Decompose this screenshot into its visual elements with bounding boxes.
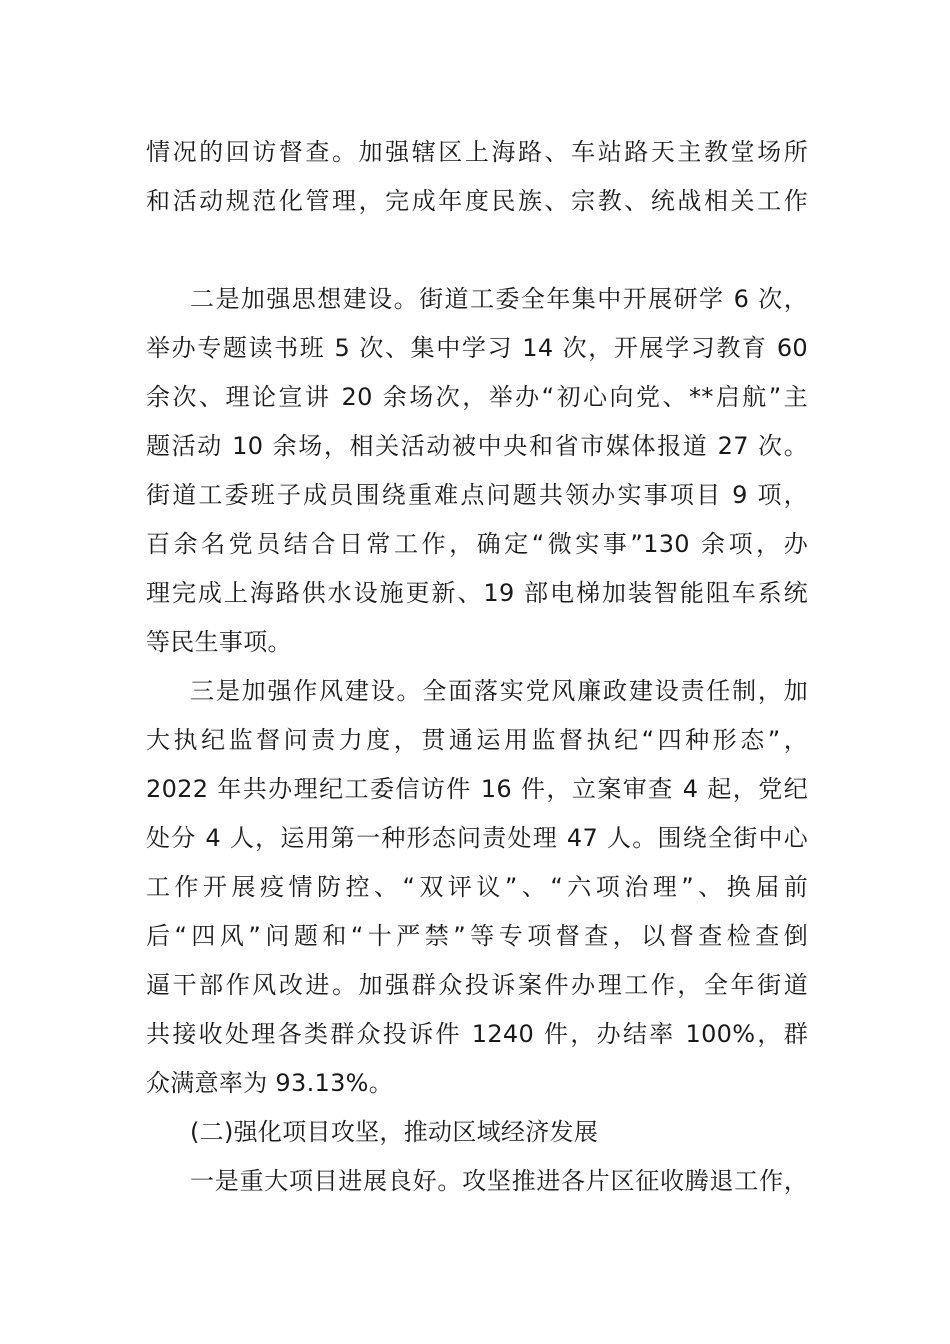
text-line: 等民生事项。 <box>146 628 292 656</box>
text-line: 题活动 10 余场，相关活动被中央和省市媒体报道 27 次。 <box>146 432 808 460</box>
heading-line: (二)强化项目攻坚，推动区域经济发展 <box>190 1118 599 1146</box>
text-line: 余次、理论宣讲 20 余场次，举办“初心向党、**启航”主 <box>146 383 808 411</box>
paragraph-ideology <box>146 275 808 667</box>
paragraph-continuation <box>146 128 808 226</box>
text-line: 大执纪监督问责力度，贯通运用监督执纪“四种形态”， <box>146 726 808 754</box>
text-line: 工作开展疫情防控、“双评议”、“六项治理”、换届前 <box>146 873 808 901</box>
text-line: 一是重大项目进展良好。攻坚推进各片区征收腾退工作， <box>190 1167 808 1195</box>
text-line: 举办专题读书班 5 次、集中学习 14 次，开展学习教育 60 <box>146 334 808 362</box>
text-line: 共接收处理各类群众投诉件 1240 件，办结率 100%，群 <box>146 1020 808 1048</box>
text-line: 处分 4 人，运用第一种形态问责处理 47 人。围绕全街中心 <box>146 824 808 852</box>
text-line: 街道工委班子成员围绕重难点问题共领办实事项目 9 项， <box>146 481 808 509</box>
text-line: 2022 年共办理纪工委信访件 16 件，立案审查 4 起，党纪 <box>146 775 808 803</box>
text-line: 百余名党员结合日常工作，确定“微实事”130 余项，办 <box>146 530 808 558</box>
text-line: 众满意率为 93.13%。 <box>146 1069 394 1097</box>
text-line: 逼干部作风改进。加强群众投诉案件办理工作，全年街道 <box>146 971 808 999</box>
paragraph-gap <box>146 226 808 275</box>
section-heading <box>146 1108 808 1157</box>
document-body <box>146 128 808 1206</box>
text-line: 和活动规范化管理，完成年度民族、宗教、统战相关工作 <box>146 187 808 215</box>
paragraph-work-style <box>146 667 808 1108</box>
text-line: 后“四风”问题和“十严禁”等专项督查，以督查检查倒 <box>146 922 808 950</box>
text-line: 理完成上海路供水设施更新、19 部电梯加装智能阻车系统 <box>146 579 808 607</box>
text-line: 二是加强思想建设。街道工委全年集中开展研学 6 次， <box>190 285 808 313</box>
paragraph-major-projects <box>146 1157 808 1206</box>
text-line: 情况的回访督查。加强辖区上海路、车站路天主教堂场所 <box>146 138 808 166</box>
text-line: 三是加强作风建设。全面落实党风廉政建设责任制，加 <box>190 677 808 705</box>
